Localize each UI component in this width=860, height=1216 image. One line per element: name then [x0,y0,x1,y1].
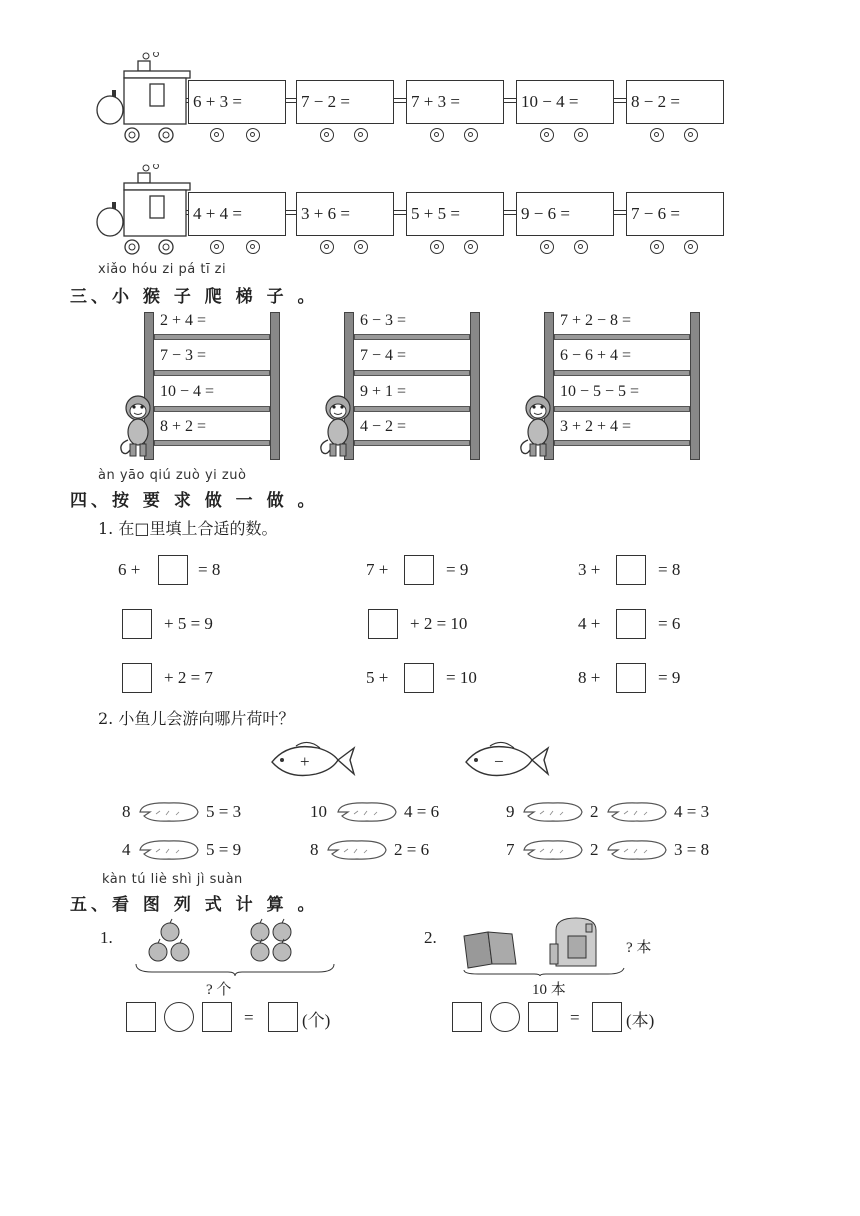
section4-title: 四、按 要 求 做 一 做 。 [70,491,319,511]
lotus-leaf-icon[interactable] [604,838,670,862]
train-car: 10 − 4 = [516,80,614,124]
leaf-eq-part: 4 = 3 [674,802,710,821]
answer-box[interactable] [202,1002,232,1032]
lotus-leaf-icon[interactable] [324,838,390,862]
ladder-equation: 7 − 4 = [360,347,407,364]
fish-icon [268,738,358,782]
operator-circle[interactable] [164,1002,194,1032]
train-car: 5 + 5 = [406,192,504,236]
equation-part: 4 + [578,614,601,633]
leaf-eq-part: 8 [122,802,131,821]
leaf-eq-part: 2 [590,802,599,821]
answer-box[interactable] [452,1002,482,1032]
train-car: 8 − 2 = [626,80,724,124]
answer-box[interactable] [122,609,152,639]
lotus-leaf-icon[interactable] [136,838,202,862]
train-car: 7 − 6 = [626,192,724,236]
leaf-eq-part: 2 [590,840,599,859]
equals-sign: = [244,1008,254,1027]
train-car: 7 + 3 = [406,80,504,124]
leaf-eq-part: 10 [310,802,327,821]
ladder-2 [344,312,480,460]
ladder-equation: 7 − 3 = [160,347,207,364]
answer-box[interactable] [158,555,188,585]
train-1 [96,52,736,142]
equation-part: 6 + [118,560,141,579]
fish-sign: + [300,752,310,771]
train-engine-icon [96,52,192,144]
unit-label: (个) [302,1011,331,1030]
problem-2-question: ? 本 [626,940,652,956]
leaf-eq-part: 4 [122,840,131,859]
problem-2-total: 10 本 [532,982,566,998]
answer-box[interactable] [592,1002,622,1032]
section5-title: 五、看 图 列 式 计 算 。 [70,895,319,915]
equation-part: 8 + [578,668,601,687]
q2-title: 2. 小鱼儿会游向哪片荷叶？ [98,709,295,728]
monkey-icon [116,394,160,458]
ladder-3 [544,312,702,460]
ladder-equation: 2 + 4 = [160,312,207,329]
ladder-equation: 4 − 2 = [360,418,407,435]
answer-box[interactable] [126,1002,156,1032]
leaf-eq-part: 5 = 3 [206,802,242,821]
equation-part: + 5 = 9 [164,614,213,633]
ladder-equation: 9 + 1 = [360,383,407,400]
leaf-eq-part: 4 = 6 [404,802,440,821]
leaf-eq-part: 8 [310,840,319,859]
equation-part: 5 + [366,668,389,687]
section5-pinyin: kàn tú liè shì jì suàn [102,872,243,887]
equation-part: = 8 [198,560,221,579]
answer-box[interactable] [616,609,646,639]
lotus-leaf-icon[interactable] [334,800,400,824]
problem-1-number: 1. [100,928,113,947]
lotus-leaf-icon[interactable] [520,838,586,862]
monkey-icon [516,394,560,458]
q1-title: 1. 在□里填上合适的数。 [98,519,278,538]
train-car: 9 − 6 = [516,192,614,236]
lotus-leaf-icon[interactable] [136,800,202,824]
ladder-equation: 8 + 2 = [160,418,207,435]
train-car: 4 + 4 = [188,192,286,236]
ladder-equation: 10 − 5 − 5 = [560,383,640,400]
answer-box[interactable] [368,609,398,639]
ladder-equation: 7 + 2 − 8 = [560,312,632,329]
unit-label: (本) [626,1011,655,1030]
books-and-backpack-icon [458,914,630,976]
answer-box[interactable] [528,1002,558,1032]
fish-plus [268,738,358,782]
lotus-leaf-icon[interactable] [604,800,670,824]
answer-box[interactable] [616,663,646,693]
leaf-eq-part: 5 = 9 [206,840,242,859]
ladder-equation: 10 − 4 = [160,383,215,400]
apples-icon [132,918,338,976]
answer-box[interactable] [616,555,646,585]
operator-circle[interactable] [490,1002,520,1032]
ladder-equation: 3 + 2 + 4 = [560,418,632,435]
answer-box[interactable] [122,663,152,693]
equation-part: = 9 [658,668,681,687]
problem-2-number: 2. [424,928,437,947]
fish-sign: − [494,752,504,771]
lotus-leaf-icon[interactable] [520,800,586,824]
train-car: 3 + 6 = [296,192,394,236]
train-engine-icon [96,164,192,256]
leaf-eq-part: 9 [506,802,515,821]
ladder-equation: 6 − 6 + 4 = [560,347,632,364]
train-car: 6 + 3 = [188,80,286,124]
section3-title: 三、小 猴 子 爬 梯 子 。 [70,287,319,307]
fish-minus [462,738,552,782]
train-2 [96,164,736,254]
equation-part: = 9 [446,560,469,579]
leaf-eq-part: 7 [506,840,515,859]
section3-pinyin: xiǎo hóu zi pá tī zi [98,262,227,277]
leaf-eq-part: 2 = 6 [394,840,430,859]
equation-part: 3 + [578,560,601,579]
equation-part: + 2 = 10 [410,614,468,633]
section4-pinyin: àn yāo qiú zuò yi zuò [98,468,247,483]
answer-box[interactable] [268,1002,298,1032]
ladder-equation: 6 − 3 = [360,312,407,329]
equation-part: + 2 = 7 [164,668,213,687]
train-car: 7 − 2 = [296,80,394,124]
monkey-icon [316,394,360,458]
ladder-1 [144,312,280,460]
equals-sign: = [570,1008,580,1027]
answer-box[interactable] [404,663,434,693]
answer-box[interactable] [404,555,434,585]
equation-part: = 6 [658,614,681,633]
equation-part: = 8 [658,560,681,579]
fish-icon [462,738,552,782]
equation-part: 7 + [366,560,389,579]
problem-1-label: ? 个 [206,982,232,998]
leaf-eq-part: 3 = 8 [674,840,710,859]
equation-part: = 10 [446,668,477,687]
